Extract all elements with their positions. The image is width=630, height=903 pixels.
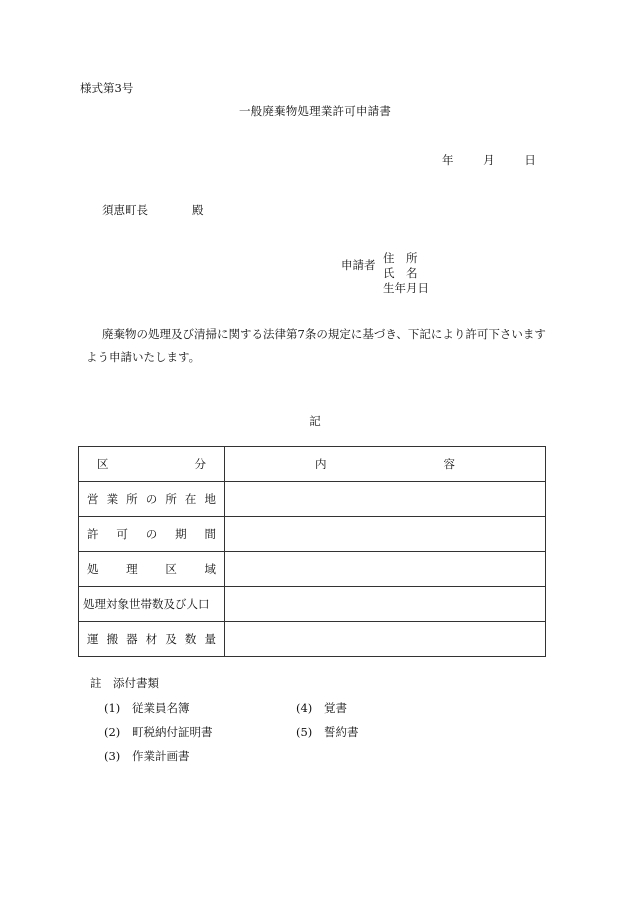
header-content-cell [225, 447, 546, 482]
applicant-fields [383, 251, 429, 296]
form-number: 様式第3号 [80, 81, 134, 95]
header-category-char: 分 [194, 457, 206, 471]
label-char: の [145, 527, 158, 541]
row-label-permit-period [79, 517, 225, 552]
table-row [79, 482, 546, 517]
label-char: 所 [165, 492, 177, 506]
label-char: 搬 [106, 632, 119, 646]
addressee-name: 須恵町長 [102, 203, 148, 217]
date-month-label: 月 [483, 153, 495, 167]
table-row [79, 587, 546, 622]
value-cell-transport-equipment[interactable] [225, 622, 546, 657]
value-cell-business-location[interactable] [225, 482, 546, 517]
label-char: 処 [87, 562, 99, 576]
label-char: 区 [165, 562, 177, 576]
attachment-label: 誓約書 [324, 725, 359, 739]
attachment-item [104, 703, 190, 715]
row-label-households-population [79, 587, 225, 622]
addressee-honorific: 殿 [192, 203, 204, 217]
addressee [102, 205, 204, 217]
attachment-item [296, 703, 347, 715]
label-char: 域 [204, 562, 216, 576]
attachment-item [104, 727, 213, 739]
attachment-number: (4) [296, 701, 313, 715]
attachment-number: (2) [104, 725, 121, 739]
record-heading: 記 [309, 414, 321, 428]
applicant-address-label: 住 所 [383, 251, 418, 265]
date-year-label: 年 [442, 153, 454, 167]
value-cell-permit-period[interactable] [225, 517, 546, 552]
label-char: 地 [204, 492, 216, 506]
header-category-char: 区 [97, 457, 109, 471]
label-char: 営 [87, 492, 99, 506]
row-label-service-area [79, 552, 225, 587]
table-row [79, 622, 546, 657]
label-char: 所 [126, 492, 138, 506]
label-char: 期 [175, 527, 187, 541]
value-cell-households-population[interactable] [225, 587, 546, 622]
application-details-table [78, 446, 546, 657]
attachments-heading: 註 添付書類 [90, 676, 159, 690]
table-header-row [79, 447, 546, 482]
value-cell-service-area[interactable] [225, 552, 546, 587]
label-char: 及 [165, 632, 177, 646]
attachment-number: (3) [104, 749, 121, 763]
label-char: 許 [87, 527, 99, 541]
label-char: 器 [126, 632, 138, 646]
row-label-transport-equipment [79, 622, 225, 657]
attachment-number: (5) [296, 725, 313, 739]
attachment-label: 町税納付証明書 [132, 725, 213, 739]
attachment-item [104, 751, 190, 763]
table-row [79, 517, 546, 552]
label-char: 運 [87, 632, 99, 646]
attachment-label: 覚書 [324, 701, 347, 715]
label-char: 業 [106, 492, 119, 506]
label-char: 量 [204, 632, 216, 646]
label-char: 間 [204, 527, 216, 541]
label-char: 在 [184, 492, 197, 506]
attachment-item [296, 727, 359, 739]
label-char: 理 [126, 562, 138, 576]
label-char: 可 [116, 527, 128, 541]
table-row [79, 552, 546, 587]
row-label-business-location [79, 482, 225, 517]
applicant-label: 申請者 [341, 258, 376, 272]
date-day-label: 日 [524, 153, 536, 167]
label-char: の [145, 492, 158, 506]
attachment-label: 作業計画書 [132, 749, 190, 763]
attachment-label: 従業員名簿 [132, 701, 190, 715]
application-statement: 廃棄物の処理及び清掃に関する法律第7条の規定に基づき、下記により許可下さいますよう申請いたします。 [86, 327, 546, 364]
date-line [442, 155, 536, 167]
label-char: 材 [145, 632, 158, 646]
label-text: 処理対象世帯数及び人口 [83, 597, 210, 611]
header-content-char: 内 [315, 457, 327, 471]
document-title: 一般廃棄物処理業許可申請書 [238, 104, 392, 118]
attachment-number: (1) [104, 701, 121, 715]
header-content-char: 容 [443, 457, 455, 471]
applicant-name-label: 氏 名 [383, 266, 418, 280]
header-category-cell [79, 447, 225, 482]
label-char: 数 [184, 632, 197, 646]
applicant-birthdate-label: 生年月日 [383, 281, 429, 295]
